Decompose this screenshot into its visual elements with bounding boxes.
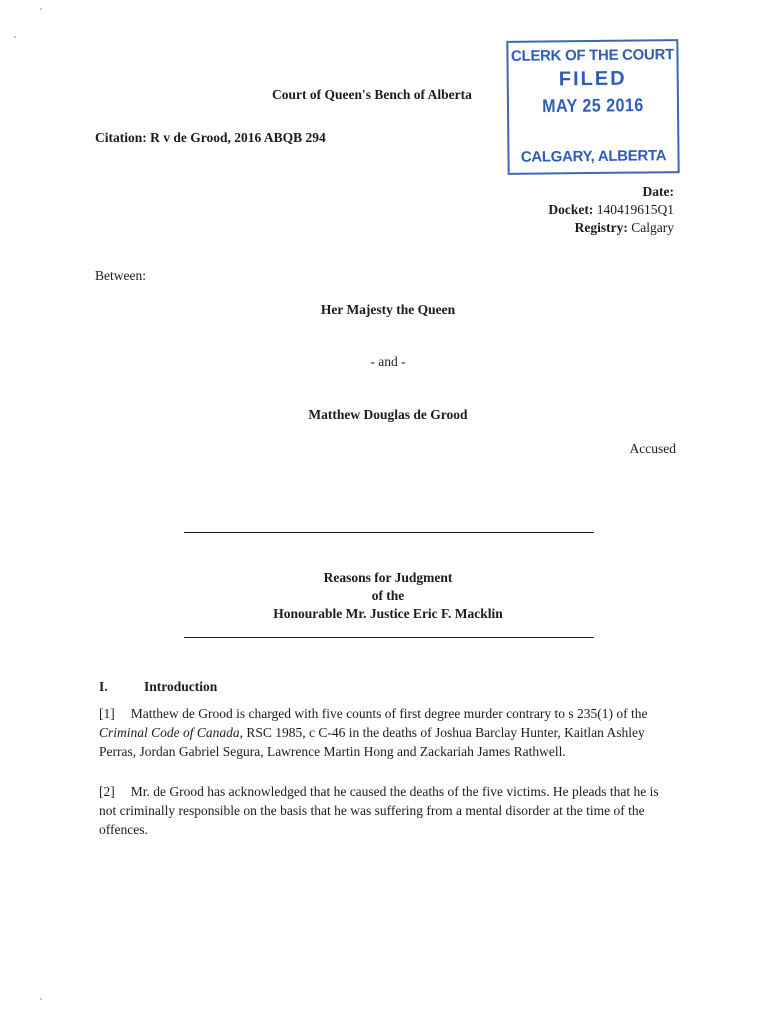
judgment-title <box>0 569 768 623</box>
scan-speck <box>40 998 42 1000</box>
registry-row <box>548 219 674 237</box>
paragraph-2 <box>99 782 679 839</box>
scan-speck <box>14 36 16 38</box>
party-crown: Her Majesty the Queen <box>320 302 456 317</box>
judgment-title-line1: Reasons for Judgment <box>323 570 453 585</box>
judgment-title-line3: Honourable Mr. Justice Eric F. Macklin <box>273 606 503 621</box>
paragraph-number: [1] <box>99 706 115 721</box>
docket-label: Docket: <box>548 202 594 217</box>
section-number: I. <box>99 679 108 694</box>
and-separator: - and - <box>370 354 406 369</box>
docket-row <box>548 201 674 219</box>
citation-value: R v de Grood, 2016 ABQB 294 <box>150 130 326 145</box>
divider-bottom <box>184 637 594 638</box>
stamp-clerk-line: CLERK OF THE COURT <box>510 46 675 65</box>
date-row <box>548 183 674 201</box>
stamp-filed-line: FILED <box>558 67 627 91</box>
case-metadata <box>548 183 674 237</box>
paragraph-number: [2] <box>99 784 115 799</box>
section-title: Introduction <box>144 679 218 694</box>
filed-stamp <box>506 39 679 175</box>
paragraph-text: Matthew de Grood is charged with five counts of first degree murder contrary to s 235(1) of the <box>130 706 648 721</box>
court-name: Court of Queen's Bench of Alberta <box>272 87 472 102</box>
paragraph-1 <box>99 704 679 761</box>
stamp-location-line: CALGARY, ALBERTA <box>520 147 667 166</box>
citation <box>95 130 326 146</box>
stamp-date-line: MAY 25 2016 <box>542 96 644 117</box>
paragraph-statute: Criminal Code of Canada <box>99 725 240 740</box>
registry-label: Registry: <box>574 220 628 235</box>
between-label: Between: <box>95 268 146 283</box>
scan-speck <box>40 8 42 10</box>
docket-value: 140419615Q1 <box>596 202 674 217</box>
judgment-title-line2: of the <box>371 588 405 603</box>
divider-top <box>184 532 594 533</box>
citation-label: Citation: <box>95 130 147 145</box>
section-heading <box>99 679 217 695</box>
paragraph-text-cont: , RSC 1985, c C-46 in the deaths of Joshua Barclay Hunter, Kaitlan Ashley Perras, Jordan Gabriel Segura, Lawrence Martin Hong and Zackariah James Rathwell. <box>99 725 645 759</box>
party-accused: Matthew Douglas de Grood <box>308 407 468 422</box>
accused-role: Accused <box>629 441 676 456</box>
paragraph-text: Mr. de Grood has acknowledged that he caused the deaths of the five victims. He pleads that he is not criminally responsible on the basis that he was suffering from a mental disorder at the time of the offences. <box>99 784 659 837</box>
registry-value: Calgary <box>631 220 674 235</box>
date-label: Date: <box>642 184 674 199</box>
